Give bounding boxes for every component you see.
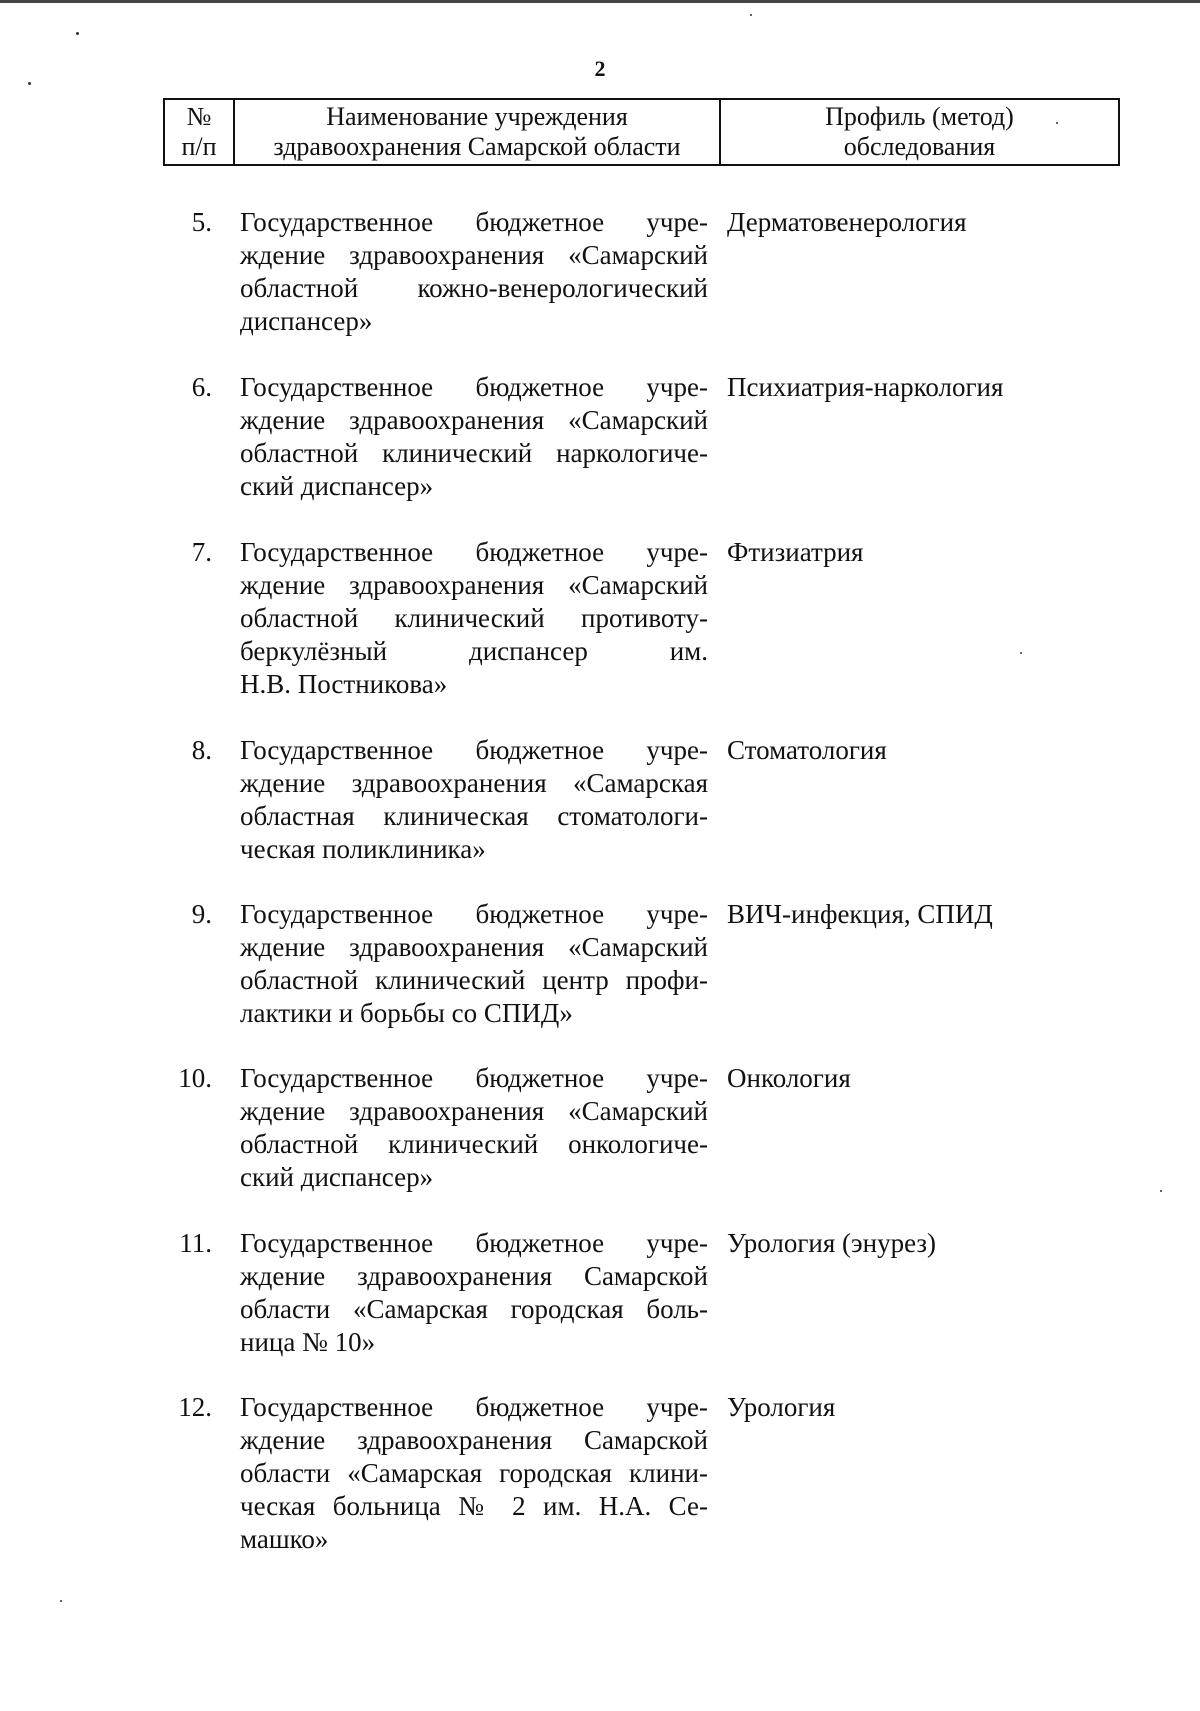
name-line: Государственное бюджетное учре- xyxy=(240,1228,708,1258)
examination-profile: Урология (энурез) xyxy=(727,1228,937,1258)
top-border-line xyxy=(0,0,1200,3)
name-line: Государственное бюджетное учре- xyxy=(240,537,708,567)
name-line: диспансер» xyxy=(240,306,373,336)
institution-name xyxy=(240,206,708,338)
name-line: ждение здравоохранения Самарской xyxy=(240,1425,708,1455)
name-line: Государственное бюджетное учре- xyxy=(240,735,708,765)
institution-name xyxy=(240,371,708,503)
row-number: 11. xyxy=(179,1228,212,1258)
header-text: п/п xyxy=(181,132,217,161)
name-line: ждение здравоохранения «Самарский xyxy=(240,240,708,270)
header-cell-profile xyxy=(719,100,1118,164)
name-line: ждение здравоохранения «Самарский xyxy=(240,570,708,600)
name-line: областной клинический центр профи- xyxy=(240,965,708,995)
name-line: ский диспансер» xyxy=(240,1162,434,1192)
name-line: Государственное бюджетное учре- xyxy=(240,1063,708,1093)
institution-name xyxy=(240,1391,708,1556)
header-cell-number xyxy=(165,100,233,164)
examination-profile: Урология xyxy=(727,1392,836,1422)
name-line: ческая больница № 2 им. Н.А. Се- xyxy=(240,1491,708,1521)
examination-profile: Стоматология xyxy=(727,735,887,765)
name-line: ждение здравоохранения «Самарский xyxy=(240,932,708,962)
examination-profile: Психиатрия-наркология xyxy=(727,372,1004,402)
name-line: области «Самарская городская клини- xyxy=(240,1458,708,1488)
examination-profile: ВИЧ-инфекция, СПИД xyxy=(727,899,993,929)
scan-speck xyxy=(1056,122,1058,124)
name-line: области «Самарская городская боль- xyxy=(240,1294,708,1324)
name-line: областная клиническая стоматологи- xyxy=(240,801,708,831)
name-line: Государственное бюджетное учре- xyxy=(240,372,708,402)
name-line: ский диспансер» xyxy=(240,471,434,501)
name-line: ждение здравоохранения «Самарская xyxy=(240,768,708,798)
scan-speck xyxy=(1160,1190,1162,1192)
row-number: 8. xyxy=(191,735,212,765)
examination-profile: Дерматовенерология xyxy=(727,207,967,237)
institution-name xyxy=(240,536,708,701)
name-line: лактики и борьбы со СПИД» xyxy=(240,998,573,1028)
header-text: № xyxy=(186,102,212,131)
name-line: ждение здравоохранения «Самарский xyxy=(240,1096,708,1126)
scan-speck xyxy=(76,32,79,35)
institution-name xyxy=(240,1227,708,1359)
institution-name xyxy=(240,1062,708,1194)
scan-speck xyxy=(60,1600,62,1602)
header-text: здравоохранения Самарской области xyxy=(273,132,681,161)
name-line: Государственное бюджетное учре- xyxy=(240,1392,708,1422)
name-line: ждение здравоохранения Самарской xyxy=(240,1261,708,1291)
table-header xyxy=(163,98,1120,166)
name-line: ческая поликлиника» xyxy=(240,834,486,864)
header-text: Наименование учреждения xyxy=(326,102,628,131)
scan-speck xyxy=(28,82,31,85)
row-number: 5. xyxy=(191,207,212,237)
institution-name xyxy=(240,734,708,866)
name-line: областной кожно-венерологический xyxy=(240,273,708,303)
institution-name xyxy=(240,898,708,1030)
row-number: 6. xyxy=(191,372,212,402)
name-line: областной клинический наркологиче- xyxy=(240,438,708,468)
examination-profile: Фтизиатрия xyxy=(727,537,864,567)
row-number: 12. xyxy=(178,1392,212,1422)
name-line: Н.В. Постникова» xyxy=(240,669,448,699)
name-line: Государственное бюджетное учре- xyxy=(240,899,708,929)
header-text: обследования xyxy=(843,132,996,161)
scan-speck xyxy=(750,14,752,16)
header-text: Профиль (метод) xyxy=(825,102,1014,131)
scan-speck xyxy=(1020,652,1022,654)
row-number: 7. xyxy=(191,537,212,567)
row-number: 10. xyxy=(178,1063,212,1093)
name-line: областной клинический онкологиче- xyxy=(240,1129,708,1159)
name-line: беркулёзный диспансер им. xyxy=(240,636,708,666)
page-number: 2 xyxy=(594,56,606,81)
name-line: областной клинический противоту- xyxy=(240,603,708,633)
header-cell-name xyxy=(233,100,719,164)
name-line: ждение здравоохранения «Самарский xyxy=(240,405,708,435)
name-line: Государственное бюджетное учре- xyxy=(240,207,708,237)
name-line: машко» xyxy=(240,1524,329,1554)
name-line: ница № 10» xyxy=(240,1327,376,1357)
row-number: 9. xyxy=(191,899,212,929)
examination-profile: Онкология xyxy=(727,1063,851,1093)
